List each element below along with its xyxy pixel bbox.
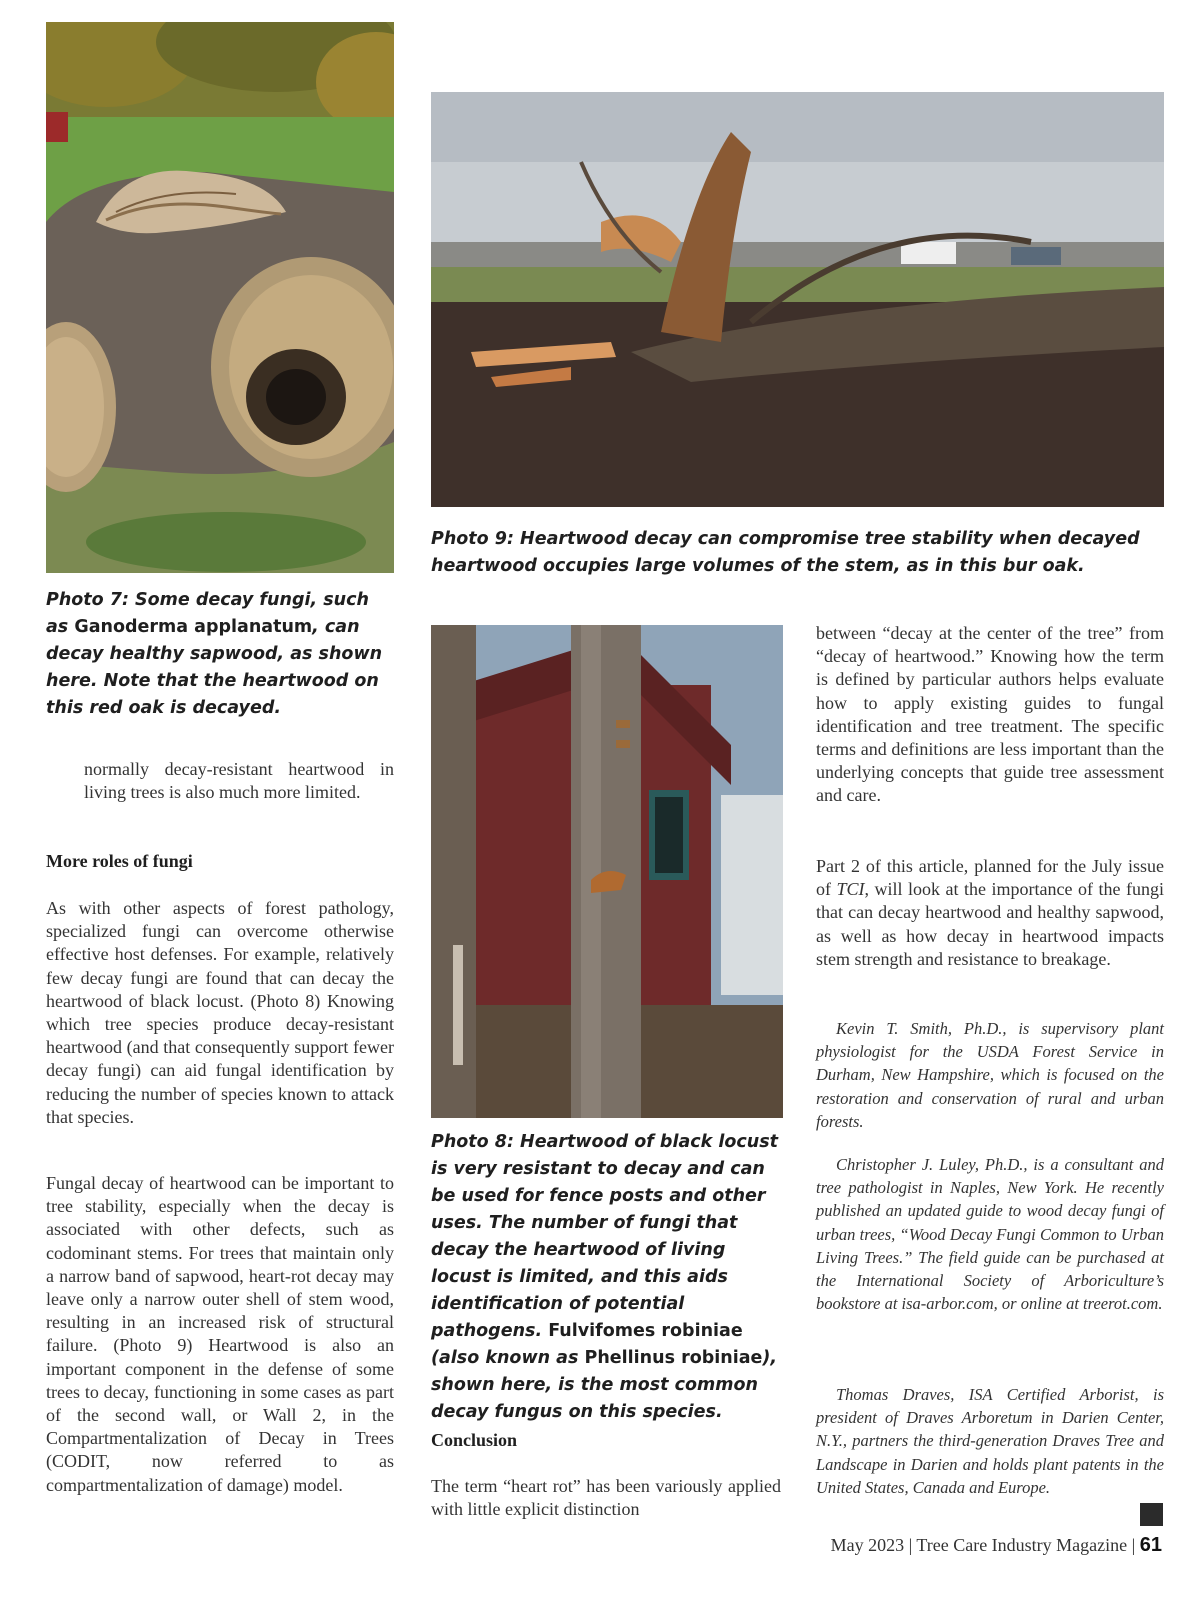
body-paragraph: between “decay at the center of the tree” from “decay of heartwood.” Knowing how the term is defined by particular authors helps evaluate how to apply existing guides to fungal identification and tree treatment. The specific terms and definitions are less important than the underlying concepts that guide tree assessment and care. (816, 623, 1164, 806)
page-footer (831, 1534, 1162, 1557)
photo-9-caption: Photo 9: Heartwood decay can compromise tree stability when decayed heartwood occupies large volumes of the stem, as in this bur oak. (431, 529, 1140, 576)
body-paragraph: The term “heart rot” has been variously applied with little explicit distinction (431, 1476, 781, 1520)
body-paragraph: As with other aspects of forest pathology, specialized fungi can overcome otherwise effective host defenses. For example, relatively few decay fungi are found that can decay the heartwood of black locust. (Photo 8) Knowing which tree species produce decay-resistant heartwood (and that consequently support fewer decay fungi) can aid fungal identification by reducing the number of species known to attack that species. (46, 898, 394, 1127)
magazine-abbreviation: TCI (836, 879, 865, 900)
author-bio: Kevin T. Smith, Ph.D., is supervisory plant physiologist for the USDA Forest Service in Durham, New Hampshire, which is focused on the restoration and conservation of rural and urban forests. (816, 1019, 1164, 1131)
body-paragraph: Fungal decay of heartwood can be important to tree stability, especially when the decay is associated with other defects, such as codominant stems. For trees that maintain only a narrow band of sapwood, heart-rot decay may leave only a narrow outer shell of stem wood, resulting in an increased risk of structural failure. (Photo 9) Heartwood is also an important component in the defense of some trees to decay, functioning in some cases as part of the second wall, or Wall 2, in the Compartmentalization of Decay in Trees (CODIT, now referred to as compartmentalization of damage) model. (46, 1173, 394, 1495)
photo-8-image (431, 625, 783, 1118)
photo-8 (431, 625, 783, 1118)
species-name: Ganoderma applanatum (74, 617, 313, 637)
photo-7 (46, 22, 394, 573)
section-heading: Conclusion (431, 1430, 518, 1450)
photo-9-image (431, 92, 1164, 507)
species-name: Fulvifomes robiniae (548, 1321, 743, 1341)
photo-8-caption: Photo 8: Heartwood of black locust is very resistant to decay and can be used for fence posts and other uses. The number of fungi that decay the heartwood of living locust is limited, and this aids identification of potential pathogens. Fulvifomes robiniae (also known as Phellinus robiniae), shown here, is the most common decay fungus on this species. (431, 1132, 779, 1422)
page-number: 61 (1139, 1534, 1162, 1556)
body-paragraph: Part 2 of this article, planned for the July issue of TCI, will look at the importance of the fungi that can decay heartwood and healthy sapwood, as well as how decay in heartwood impacts stem strength and resistance to breakage. (816, 856, 1164, 969)
species-name: Phellinus robiniae (584, 1348, 763, 1368)
author-bio: Christopher J. Luley, Ph.D., is a consultant and tree pathologist in Naples, New York. He recently published an updated guide to wood decay fungi of urban trees, “Wood Decay Fungi Common to Urban Living Trees.” The field guide can be purchased at the International Society of Arboriculture’s bookstore at isa-arbor.com, or online at treerot.com. (816, 1155, 1164, 1314)
section-heading: More roles of fungi (46, 851, 193, 871)
photo-9 (431, 92, 1164, 507)
footer-issue: May 2023 | Tree Care Industry Magazine | (830, 1535, 1140, 1555)
body-paragraph-continued: normally decay-resistant heartwood in living trees is also much more limited. (84, 759, 394, 803)
photo-7-image (46, 22, 394, 573)
photo-7-caption: Photo 7: Some decay fungi, such as Ganoderma applanatum, can decay healthy sapwood, as shown here. Note that the heartwood on this red oak is decayed. (46, 590, 383, 718)
end-of-article-mark (1140, 1503, 1163, 1526)
author-bio: Thomas Draves, ISA Certified Arborist, is president of Draves Arboretum in Darien Center, N.Y., partners the third-generation Draves Tree and Landscape in Darien and holds plant patents in the United States, Canada and Europe. (816, 1385, 1164, 1497)
